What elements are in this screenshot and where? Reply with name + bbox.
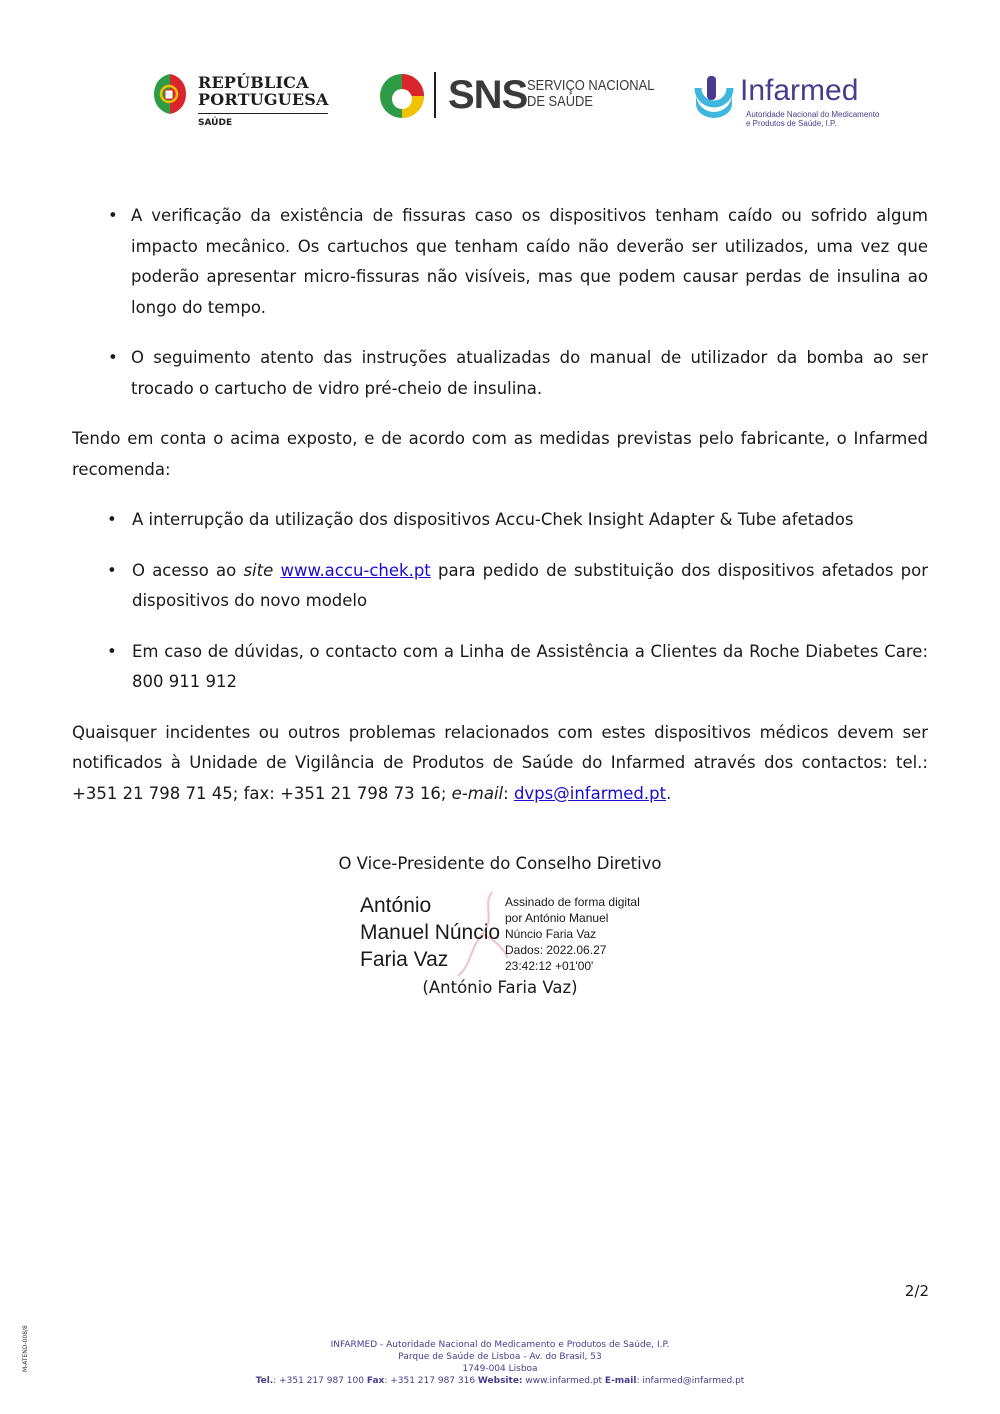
signature-info: Assinado de forma digital por António Manuel Núncio Faria Vaz Dados: 2022.06.27 23:42:12 +01'00' (505, 895, 640, 973)
bullet-icon: • (107, 560, 117, 580)
infarmed-tagline (746, 110, 879, 128)
dvps-email-link[interactable]: dvps@infarmed.pt (513, 783, 667, 803)
infarmed-wordmark: Infarmed (740, 74, 859, 107)
infarmed-tagline-line2: e Produtos de Saúde, I.P. (746, 119, 837, 128)
closing-text: Quaisquer incidentes ou outros problemas relacionados com estes dispositivos médicos devem ser notificados à Unidade de Vigilância de Produtos de Saúde do Infarmed através dos contactos: tel.: +351 21 798 71 45; fax: +351 21 798 73 16; (72, 722, 928, 803)
signatory-printed-name: (António Faria Vaz) (422, 978, 578, 997)
republica-line2: PORTUGUESA (198, 90, 329, 109)
footer-line2: Parque de Saúde de Lisboa - Av. do Brasil, 53 (398, 1352, 602, 1362)
sns-logo-mark (378, 72, 426, 120)
bullet-icon: • (108, 348, 118, 367)
republica-portuguesa-wordmark (198, 74, 330, 128)
intro-paragraph: Tendo em conta o acima exposto, e de acordo com as medidas previstas pelo fabricante, o Infarmed recomenda: (72, 429, 928, 479)
sns-divider (434, 72, 436, 118)
list-item-emphasis: site (243, 560, 274, 580)
sns-name-line2: DE SAÚDE (527, 93, 593, 110)
republica-sub: SAÚDE (198, 118, 233, 128)
letter-body (72, 201, 928, 809)
footer-contacts: Tel.: +351 217 987 100 Fax: +351 217 987 316 Website: www.infarmed.pt E-mail: infarmed@infarmed.pt (255, 1376, 745, 1386)
infarmed-logo-mark (694, 74, 734, 118)
page-footer (0, 1339, 1000, 1387)
letterhead (0, 70, 1000, 140)
closing-emphasis: e-mail (451, 783, 504, 803)
list-item (72, 201, 928, 323)
list-item-text: O seguimento atento das instruções atualizadas do manual de utilizador da bomba ao ser trocado o cartucho de vidro pré-cheio de insulina. (131, 348, 928, 398)
closing-paragraph: Quaisquer incidentes ou outros problemas relacionados com estes dispositivos médicos devem ser notificados à Unidade de Vigilância de Produtos de Saúde do Infarmed através dos contactos: tel.: +351 21 798 71 45; fax: +351 21 798 73 16; e-mail: dvps@infarmed.pt. (72, 722, 928, 803)
republica-rule (198, 113, 328, 114)
list-item (72, 505, 928, 536)
list-item-text-post: para pedido de substituição dos dispositivos afetados por dispositivos do novo modelo (132, 560, 928, 610)
sns-name (527, 78, 654, 110)
list-item-text-pre: O acesso ao (132, 560, 244, 580)
bullet-icon: • (107, 641, 117, 661)
list-item-text: Em caso de dúvidas, o contacto com a Linha de Assistência a Clientes da Roche Diabetes Care: 800 911 912 (132, 641, 928, 691)
signatory-title: O Vice-Presidente do Conselho Diretivo (338, 854, 662, 873)
list-item (72, 556, 928, 617)
signature-name: António Manuel Núncio Faria Vaz (360, 894, 501, 971)
infarmed-tagline-line1: Autoridade Nacional do Medicamento (746, 110, 880, 119)
accu-chek-link[interactable]: www.accu-chek.pt (280, 560, 431, 580)
bullet-icon: • (107, 510, 117, 529)
form-code: M-ATEND-008/8 (22, 1325, 29, 1372)
republica-line1: REPÚBLICA (198, 73, 309, 92)
sns-abbr: SNS (448, 73, 528, 117)
page-number: 2/2 (904, 1282, 929, 1300)
list-item (72, 637, 928, 698)
footer-line1: INFARMED - Autoridade Nacional do Medicamento e Produtos de Saúde, I.P. (330, 1340, 670, 1350)
republica-portuguesa-emblem (152, 72, 188, 116)
digital-signature (360, 890, 680, 980)
list-item-text: A verificação da existência de fissuras caso os dispositivos tenham caído ou sofrido algum impacto mecânico. Os cartuchos que tenham caído não deverão ser utilizados, uma vez que poderão apresentar micro-fissuras não visíveis, mas que podem causar perdas de insulina ao longo do tempo. (131, 206, 928, 317)
bullet-icon: • (108, 206, 118, 225)
list-item (72, 343, 928, 404)
sns-name-line1: SERVIÇO NACIONAL (527, 77, 655, 94)
list-item-text: A interrupção da utilização dos dispositivos Accu-Chek Insight Adapter & Tube afetados (132, 510, 854, 529)
footer-line3: 1749-004 Lisboa (462, 1364, 538, 1374)
